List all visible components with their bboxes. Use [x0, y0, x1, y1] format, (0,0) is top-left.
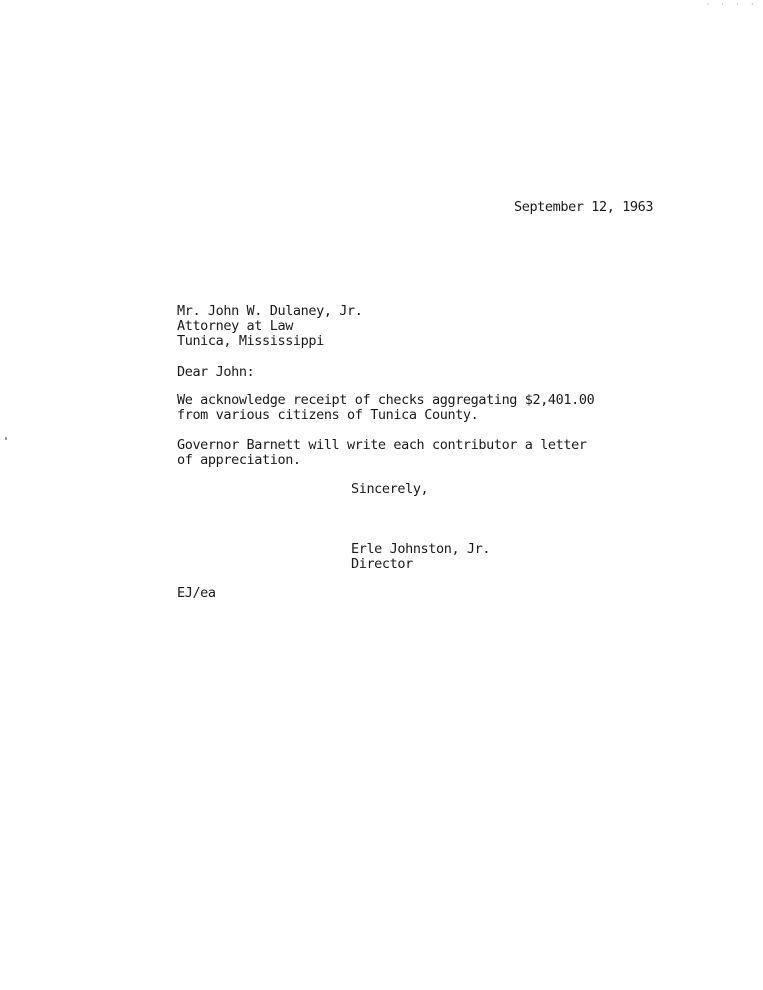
- signer-title: Director: [351, 556, 413, 572]
- typist-initials: EJ/ea: [177, 585, 216, 601]
- recipient-title: Attorney at Law: [177, 318, 293, 334]
- scan-corner-mark: · · · ·: [705, 0, 757, 10]
- paragraph-1-line-2: from various citizens of Tunica County.: [177, 407, 479, 423]
- recipient-name: Mr. John W. Dulaney, Jr.: [177, 303, 363, 319]
- signer-name: Erle Johnston, Jr.: [351, 541, 491, 557]
- recipient-location: Tunica, Mississippi: [177, 333, 324, 349]
- letter-date: September 12, 1963: [514, 199, 654, 215]
- paragraph-2-line-1: Governor Barnett will write each contributor a letter: [177, 437, 587, 453]
- closing: Sincerely,: [351, 481, 429, 497]
- paragraph-2-line-2: of appreciation.: [177, 452, 301, 468]
- salutation: Dear John:: [177, 364, 255, 380]
- paragraph-1-line-1: We acknowledge receipt of checks aggregating $2,401.00: [177, 392, 595, 408]
- scan-margin-mark: [5, 437, 7, 440]
